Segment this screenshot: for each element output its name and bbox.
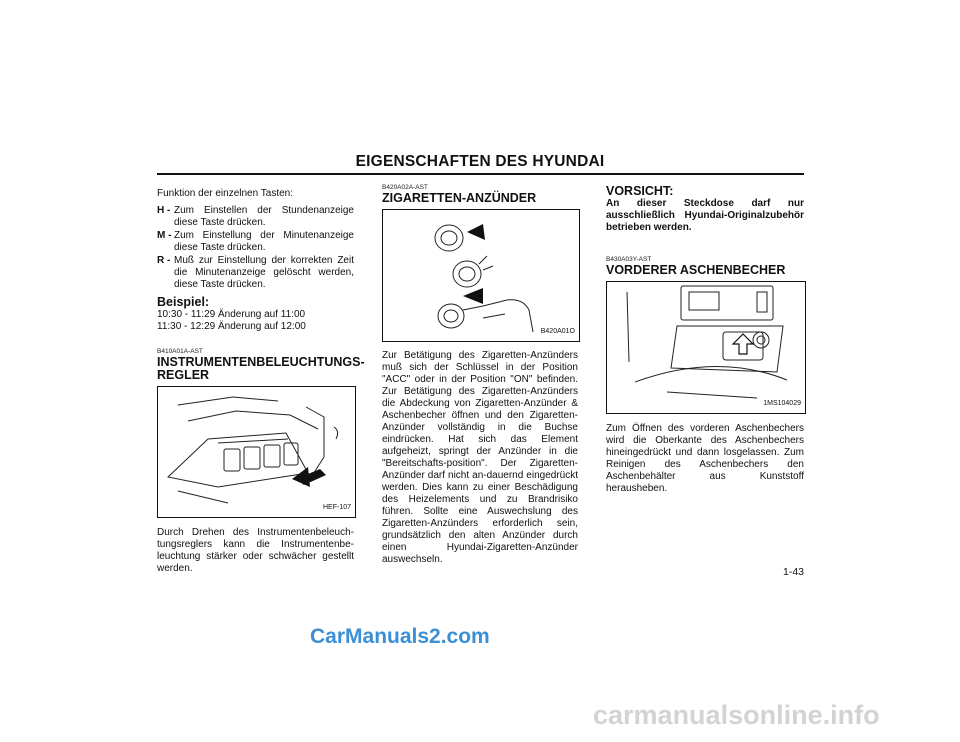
figure-code: HEF-107 [322, 504, 351, 511]
key-description: Zum Einstellen der Stundenanzeige diese Taste drücken. [174, 205, 354, 228]
figure-cigarette-lighter [382, 209, 580, 342]
section-code: B410A01A-AST [157, 348, 203, 355]
section-code: B430A03Y-AST [606, 256, 652, 263]
key-description: Muß zur Einstellung der korrekten Zeit die Minutenanzeige gelöscht werden, diese Taste drücken. [174, 255, 354, 290]
cigarette-lighter-illustration [383, 210, 577, 339]
column-left [157, 184, 365, 575]
section-title: ZIGARETTEN-ANZÜNDER [382, 191, 537, 205]
figure-dimmer [157, 386, 356, 518]
section-title: INSTRUMENTENBELEUCHTUNGS-REGLER [157, 355, 365, 382]
figure-ashtray [606, 281, 806, 414]
instrument-dimmer-illustration [158, 387, 353, 515]
page-number: 1-43 [783, 566, 805, 578]
section-body: Zur Betätigung des Zigaretten-Anzünders muß sich der Schlüssel in der Position "ACC" oder in der Position "ON" befinden. Zur Betätigung des Zigaretten-Anzünders die Abdeckung von Zigaretten-Anzünder & Aschenbecher öffnen und den Zigaretten-Anzünder vollständig in die Buchse eindrücken. Hat sich das Element aufgeheizt, springt der Anzünder in die "Bereitschafts-position". Der Zigaretten-Anzünder darf nicht an-dauernd eingedrückt werden. Dies kann zu einer Beschädigung des Heizelements und zu Brandrisiko führen. Sollte eine Auswechslung des Zigaretten-Anzünders erforderlich sein, grundsätzlich den alten Anzünder durch einen Hyundai-Zigaretten-Anzünder auswechseln. [382, 350, 578, 565]
ashtray-illustration [607, 282, 803, 411]
figure-code: 1MS104029 [763, 400, 801, 407]
column-middle [382, 184, 578, 566]
header-rule [157, 173, 804, 175]
section-code: B420A02A-AST [382, 184, 428, 191]
figure-code: B420A01O [540, 328, 575, 335]
key-intro: Funktion der einzelnen Tasten: [157, 188, 294, 199]
key-letter: R - [157, 255, 171, 266]
key-row-m [157, 230, 354, 254]
example-line: 10:30 - 11:29 Änderung auf 11:00 [157, 309, 306, 320]
key-letter: M - [157, 230, 172, 241]
key-row-h [157, 205, 354, 229]
section-body: Zum Öffnen des vorderen Aschenbechers wird die Oberkante des Aschenbechers hineingedrückt und dann losgelassen. Zum Reinigen des Aschenbechers den Aschenbehälter aus Kunststoff herausheben. [606, 423, 804, 494]
section-body: Durch Drehen des Instrumentenbeleuch-tungsreglers kann die Instrumentenbe-leuchtung stärker oder schwächer gestellt werden. [157, 527, 354, 574]
caution-text: An dieser Steckdose darf nur ausschließlich Hyundai-Originalzubehör betrieben werden. [606, 198, 804, 233]
watermark-right[interactable]: carmanualsonline.info [593, 700, 880, 730]
column-right [606, 184, 804, 495]
caution-title: VORSICHT: [606, 184, 674, 198]
example-line: 11:30 - 12:29 Änderung auf 12:00 [157, 321, 306, 332]
watermark-left[interactable]: CarManuals2.com [310, 625, 490, 648]
example-heading: Beispiel: [157, 295, 210, 309]
key-letter: H - [157, 205, 171, 216]
key-row-r [157, 255, 354, 291]
key-description: Zum Einstellung der Minutenanzeige diese Taste drücken. [174, 230, 354, 253]
section-title: VORDERER ASCHENBECHER [606, 263, 786, 277]
page-header-title: EIGENSCHAFTEN DES HYUNDAI [355, 153, 605, 170]
